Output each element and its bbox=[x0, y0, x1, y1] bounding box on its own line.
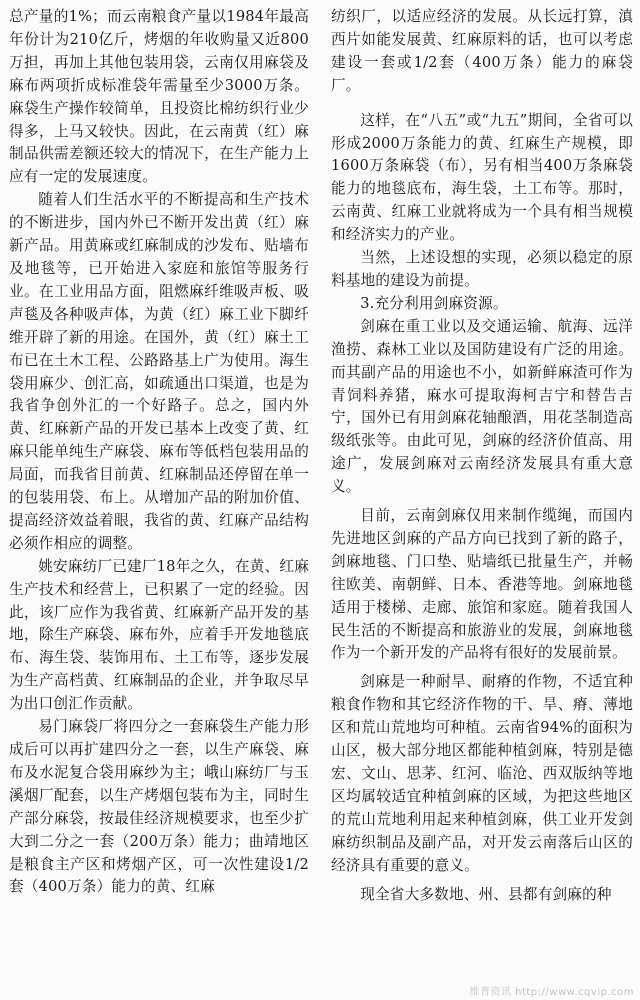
paragraph: 易门麻袋厂将四分之一套麻袋生产能力形成后可以再扩建四分之一套，以生产麻袋、麻布及水泥复合袋用麻纱为主；峨山麻纺厂与玉溪烟厂配套，以生产烤烟包装布为主，同时生产部分麻袋，按最佳经济规模要求，也至少扩大到二分之一套（200万条）能力；曲靖地区是粮食主产区和烤烟产区，可一次性建设1/2套（400万条）能力的黄、红麻 bbox=[9, 718, 309, 896]
paragraph: 现全省大多数地、州、县都有剑麻的种 bbox=[360, 885, 612, 903]
spacer bbox=[331, 98, 633, 110]
paragraph: 总产量的1%；而云南粮食产量以1984年最高年份计为210亿斤，烤烟的年收购量又近800万担，再加上其他包装用袋，云南仅用麻袋及麻布两项折成标准袋年需量至少3000万条。麻袋生产操作较简单，且投资比棉纺织行业少得多，上马又较快。因此，在云南黄（红）麻制品供需差额还较大的情况下，在生产能力上应有一定的发展速度。 bbox=[9, 8, 309, 186]
paragraph: 姚安麻纺厂已建厂18年之久，在黄、红麻生产技术和经营上，已积累了一定的经验。因此，该厂应作为我省黄、红麻新产品开发的基地，除生产麻袋、麻布外，应着手开发地毯底布、海生袋、装饰用布、土工布等，逐步发展为生产高档黄、红麻制品的企业，并争取尽早为出口创汇作贡献。 bbox=[9, 557, 309, 713]
paragraph: 这样，在“八五”或“九五”期间，全省可以形成2000万条能力的黄、红麻生产规模，即1600万条麻袋（布），另有相当400万条麻袋能力的地毯底布，海生袋，土工布等。那时，云南黄、红麻工业就将成为一个具有相当规模和经济实力的产业。 bbox=[331, 111, 633, 244]
paragraph: 剑麻是一种耐旱、耐瘠的作物，不适宜种粮食作物和其它经济作物的干、旱、瘠、薄地区和荒山荒地均可种植。云南省94%的面积为山区，极大部分地区都能种植剑麻，特别是德宏、文山、思茅、红河、临沧、西双版纳等地区均属较适宜种植剑麻的区域，为把这些地区的荒山荒地利用起来种植剑麻，供工业开发剑麻纺织制品及副产品，对开发云南落后山区的经济具有重要的意义。 bbox=[331, 673, 633, 874]
paragraph: 纺织厂，以适应经济的发展。从长远打算，滇西片如能发展黄、红麻原料的话，也可以考虑建设一套或1/2套（400万条）能力的麻袋厂。 bbox=[331, 8, 633, 94]
section-heading: 3.充分利用剑麻资源。 bbox=[360, 294, 508, 312]
paragraph: 当然，上述设想的实现，必须以稳定的原料基地的建设为前提。 bbox=[331, 249, 633, 289]
paragraph: 剑麻在重工业以及交通运输、航海、远洋渔捞、森林工业以及国防建设有广泛的用途。而其副产品的用途也不小，如新鲜麻渣可作为青饲料养猪，麻水可提取海柯吉宁和替告吉宁，国外已有用剑麻花轴酿酒，用花茎制造高级纸张等。由此可见，剑麻的经济价值高、用途广，发展剑麻对云南经济发展具有重大意义。 bbox=[331, 317, 633, 496]
paragraph: 随着人们生活水平的不断提高和生产技术的不断进步，国内外已不断开发出黄（红）麻新产品。用黄麻或红麻制成的沙发布、贴墙布及地毯等，已开始进入家庭和旅馆等服务行业。在工业用品方面，阻燃麻纤维吸声板、吸声毯及各种吸声体，为黄（红）麻工业下脚纤维开辟了新的用途。在国外，黄（红）麻土工布已在土木工程、公路路基上广为使用。海生袋用麻少、创汇高，如疏通出口渠道，也是为我省争创外汇的一个好路子。总之，国内外黄、红麻新产品的开发已基本上改变了黄、红麻只能单纯生产麻袋、麻布等低档包装用品的局面，而我省目前黄、红麻制品还停留在单一的包装用袋、布上。从增加产品的附加价值、提高经济效益着眼，我省的黄、红麻产品结构必须作相应的调整。 bbox=[9, 191, 309, 552]
right-column bbox=[331, 6, 633, 906]
paragraph: 目前，云南剑麻仅用来制作缆绳，而国内先进地区剑麻的产品方向已找到了新的路子，剑麻地毯、门口垫、贴墙纸已批量生产，并畅往欧美、南朝鲜、日本、香港等地。剑麻地毯适用于楼梯、走廊、旅馆和家庭。随着我国人民生活的不断提高和旅游业的发展，剑麻地毯作为一个新开发的产品将有很好的发展前景。 bbox=[331, 507, 633, 662]
left-column bbox=[9, 6, 309, 899]
source-watermark: 维普资讯 http://www.cqvip.com bbox=[469, 987, 634, 998]
